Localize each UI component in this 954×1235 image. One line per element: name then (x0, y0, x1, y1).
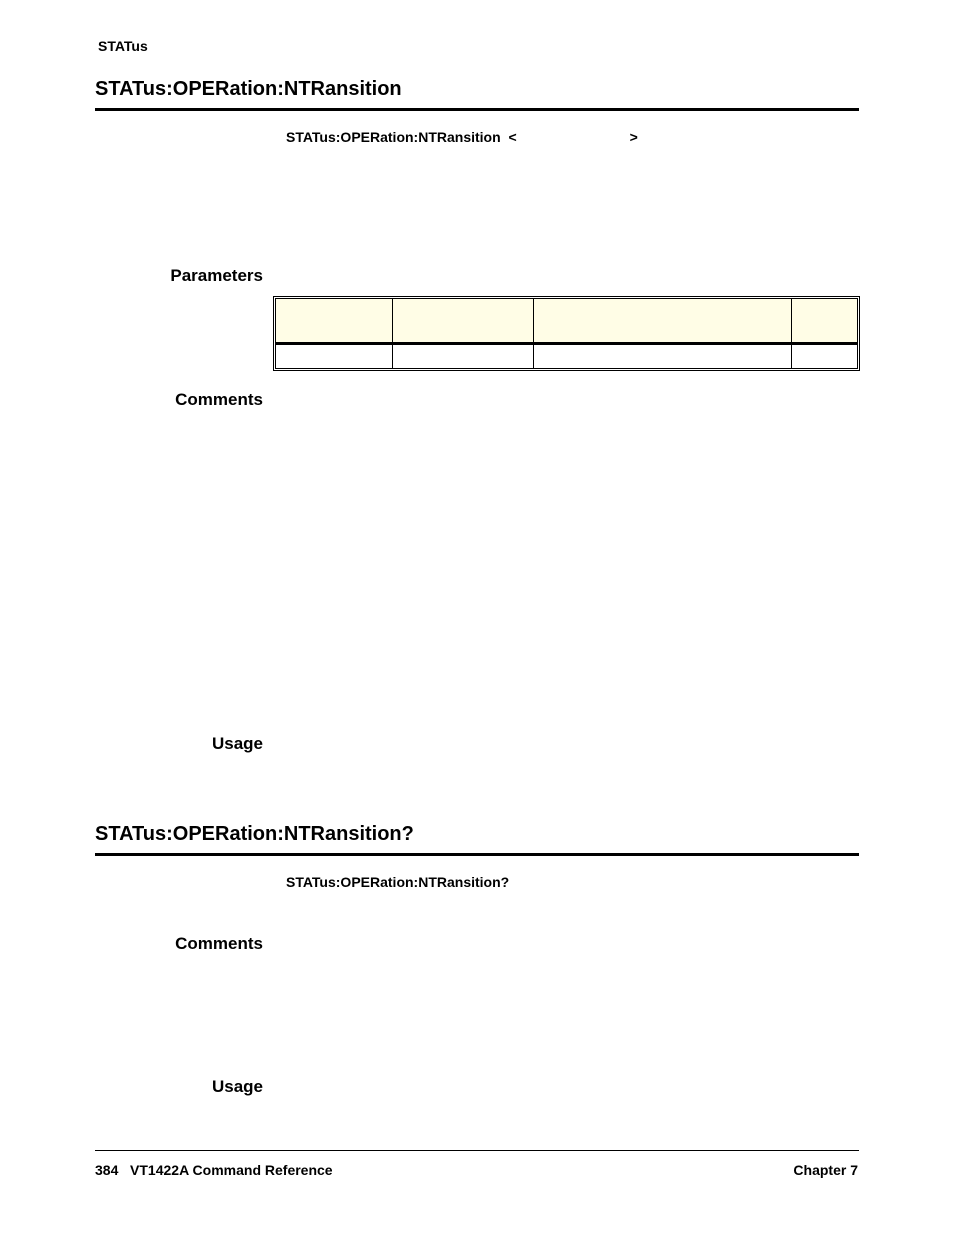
table-row (276, 344, 858, 369)
footer-rule (95, 1150, 859, 1151)
section-title-ntransition: STATus:OPERation:NTRansition (95, 78, 402, 100)
book-title: VT1422A Command Reference (130, 1162, 333, 1178)
table-header-cell (393, 299, 534, 344)
table-cell (393, 344, 534, 369)
syntax-line: STATus:OPERation:NTRansition? (286, 874, 510, 890)
parameters-table (273, 296, 860, 371)
footer-left (95, 1162, 333, 1178)
table-header-cell (276, 299, 393, 344)
syntax-close-bracket: > (629, 129, 638, 145)
heading-usage: Usage (211, 734, 263, 753)
table-header-cell (792, 299, 858, 344)
syntax-command: STATus:OPERation:NTRansition (286, 129, 501, 145)
page-number: 384 (95, 1162, 119, 1178)
table-cell (276, 344, 393, 369)
table-cell (792, 344, 858, 369)
chapter-label: Chapter 7 (793, 1162, 858, 1178)
heading-comments: Comments (175, 934, 263, 953)
section-rule (95, 108, 859, 111)
syntax-open-bracket: < (508, 129, 517, 145)
heading-parameters: Parameters (170, 266, 263, 285)
heading-usage: Usage (211, 1077, 263, 1096)
table-header-cell (534, 299, 792, 344)
table-header-row (276, 299, 858, 344)
syntax-line (286, 129, 638, 145)
heading-comments: Comments (175, 390, 263, 409)
running-head: STATus (98, 38, 148, 54)
section-title-ntransition-query: STATus:OPERation:NTRansition? (95, 823, 414, 845)
table-cell (534, 344, 792, 369)
section-rule (95, 853, 859, 856)
